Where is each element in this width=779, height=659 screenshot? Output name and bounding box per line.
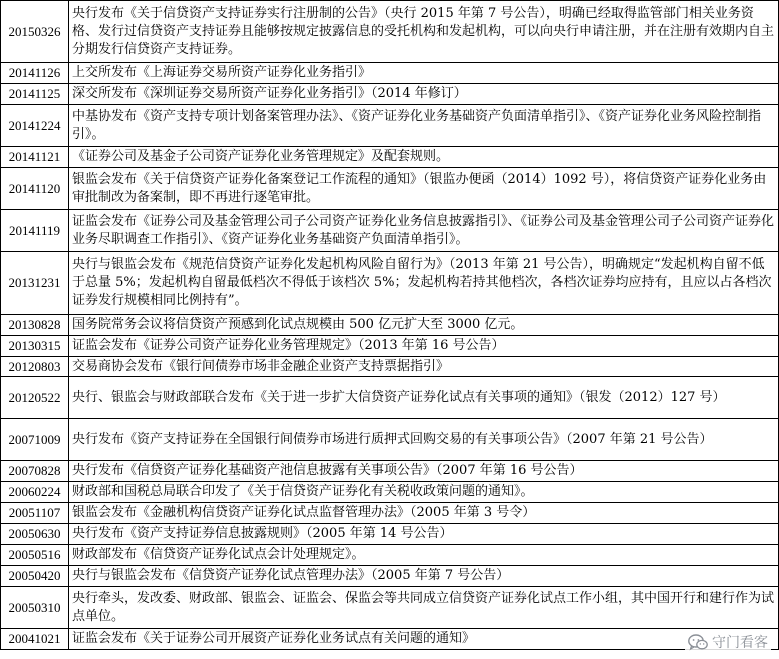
watermark-text: 守门看客 — [712, 635, 768, 651]
table-row — [1, 63, 779, 84]
table-row — [1, 147, 779, 168]
row-date: 20141119 — [1, 210, 69, 252]
table-row — [1, 566, 779, 587]
row-date: 20041021 — [1, 629, 69, 650]
row-event: 央行与银监会发布《信贷资产证券化试点管理办法》（2005 年第 7 号公告） — [69, 566, 779, 587]
row-date: 20050630 — [1, 524, 69, 545]
row-event: 银监会发布《金融机构信贷资产证券化试点监督管理办法》（2005 年第 3 号令） — [69, 503, 779, 524]
row-event: 财政部发布《信贷资产证券化试点会计处理规定》。 — [69, 545, 779, 566]
table-row — [1, 84, 779, 105]
row-event: 中基协发布《资产支持专项计划备案管理办法》、《资产证券化业务基础资产负面清单指引》、《资产证券化业务风险控制指引》。 — [69, 105, 779, 147]
row-event: 《证券公司及基金子公司资产证券化业务管理规定》及配套规则。 — [69, 147, 779, 168]
table-row — [1, 1, 779, 63]
table-row — [1, 587, 779, 629]
row-event: 央行发布《资产支持证券信息披露规则》（2005 年第 14 号公告） — [69, 524, 779, 545]
table-row — [1, 210, 779, 252]
table-row — [1, 419, 779, 461]
row-event: 央行发布《关于信贷资产支持证券实行注册制的公告》（央行 2015 年第 7 号公告），明确已经取得监管部门相关业务资格、发行过信贷资产支持证券且能够按规定披露信息的受托机构和发起机构，可以向央行申请注册，并在注册有效期内自主分期发行信贷资产支持证券。 — [69, 1, 779, 63]
table-row — [1, 482, 779, 503]
row-date: 20071009 — [1, 419, 69, 461]
row-event: 交易商协会发布《银行间债券市场非金融企业资产支持票据指引》 — [69, 357, 779, 377]
table-row — [1, 503, 779, 524]
row-date: 20141125 — [1, 84, 69, 105]
table-row — [1, 315, 779, 336]
table-row — [1, 336, 779, 357]
table-row — [1, 168, 779, 210]
table-row — [1, 377, 779, 419]
row-date: 20120522 — [1, 377, 69, 419]
row-event: 央行发布《信贷资产证券化基础资产池信息披露有关事项公告》（2007 年第 16 号公告） — [69, 461, 779, 482]
row-date: 20060224 — [1, 482, 69, 503]
row-date: 20141126 — [1, 63, 69, 84]
row-event: 央行发布《资产支持证券在全国银行间债券市场进行质押式回购交易的有关事项公告》（2007 年第 21 号公告） — [69, 419, 779, 461]
table-row — [1, 629, 779, 650]
row-date: 20050516 — [1, 545, 69, 566]
watermark — [685, 631, 771, 653]
row-date: 20141120 — [1, 168, 69, 210]
row-event: 央行与银监会发布《规范信贷资产证券化发起机构风险自留行为》（2013 年第 21 号公告），明确规定“发起机构自留不低于总量 5%；发起机构自留最低档次不得低于该档次 5%；发起机构若持其他档次，各档次证券均应持有，且应以占各档次证券发行规模相同比例持有”。 — [69, 252, 779, 315]
table-row — [1, 357, 779, 377]
row-date: 20070828 — [1, 461, 69, 482]
row-event: 央行牵头，发改委、财政部、银监会、证监会、保监会等共同成立信贷资产证券化试点工作小组，其中国开行和建行作为试点单位。 — [69, 587, 779, 629]
row-date: 20051107 — [1, 503, 69, 524]
row-event: 银监会发布《关于信贷资产证券化备案登记工作流程的通知》（银监办便函（2014）1092 号），将信贷资产证券化业务由审批制改为备案制，即不再进行逐笔审批。 — [69, 168, 779, 210]
table-row — [1, 461, 779, 482]
row-event: 证监会发布《证券公司资产证券化业务管理规定》（2013 年第 16 号公告） — [69, 336, 779, 357]
table-row — [1, 524, 779, 545]
row-date: 20141121 — [1, 147, 69, 168]
row-event: 央行、银监会与财政部联合发布《关于进一步扩大信贷资产证券化试点有关事项的通知》（银发（2012）127 号） — [69, 377, 779, 419]
row-event: 证监会发布《证券公司及基金管理公司子公司资产证券化业务信息披露指引》、《证券公司及基金管理公司子公司资产证券化业务尽职调查工作指引》、《资产证券化业务基础资产负面清单指引》。 — [69, 210, 779, 252]
row-event: 财政部和国税总局联合印发了《关于信贷资产证券化有关税收政策问题的通知》。 — [69, 482, 779, 503]
wechat-icon — [688, 634, 708, 651]
row-event: 证监会发布《关于证券公司开展资产证券化业务试点有关问题的通知》 — [69, 629, 779, 650]
row-date: 20050310 — [1, 587, 69, 629]
table-row — [1, 252, 779, 315]
table-row — [1, 105, 779, 147]
row-event: 上交所发布《上海证券交易所资产证券化业务指引》 — [69, 63, 779, 84]
row-event: 深交所发布《深圳证券交易所资产证券化业务指引》（2014 年修订） — [69, 84, 779, 105]
row-event: 国务院常务会议将信贷资产预感到化试点规模由 500 亿元扩大至 3000 亿元。 — [69, 315, 779, 336]
row-date: 20130828 — [1, 315, 69, 336]
row-date: 20141224 — [1, 105, 69, 147]
table-row — [1, 545, 779, 566]
row-date: 20150326 — [1, 1, 69, 63]
row-date: 20050420 — [1, 566, 69, 587]
row-date: 20131231 — [1, 252, 69, 315]
row-date: 20120803 — [1, 357, 69, 377]
row-date: 20130315 — [1, 336, 69, 357]
